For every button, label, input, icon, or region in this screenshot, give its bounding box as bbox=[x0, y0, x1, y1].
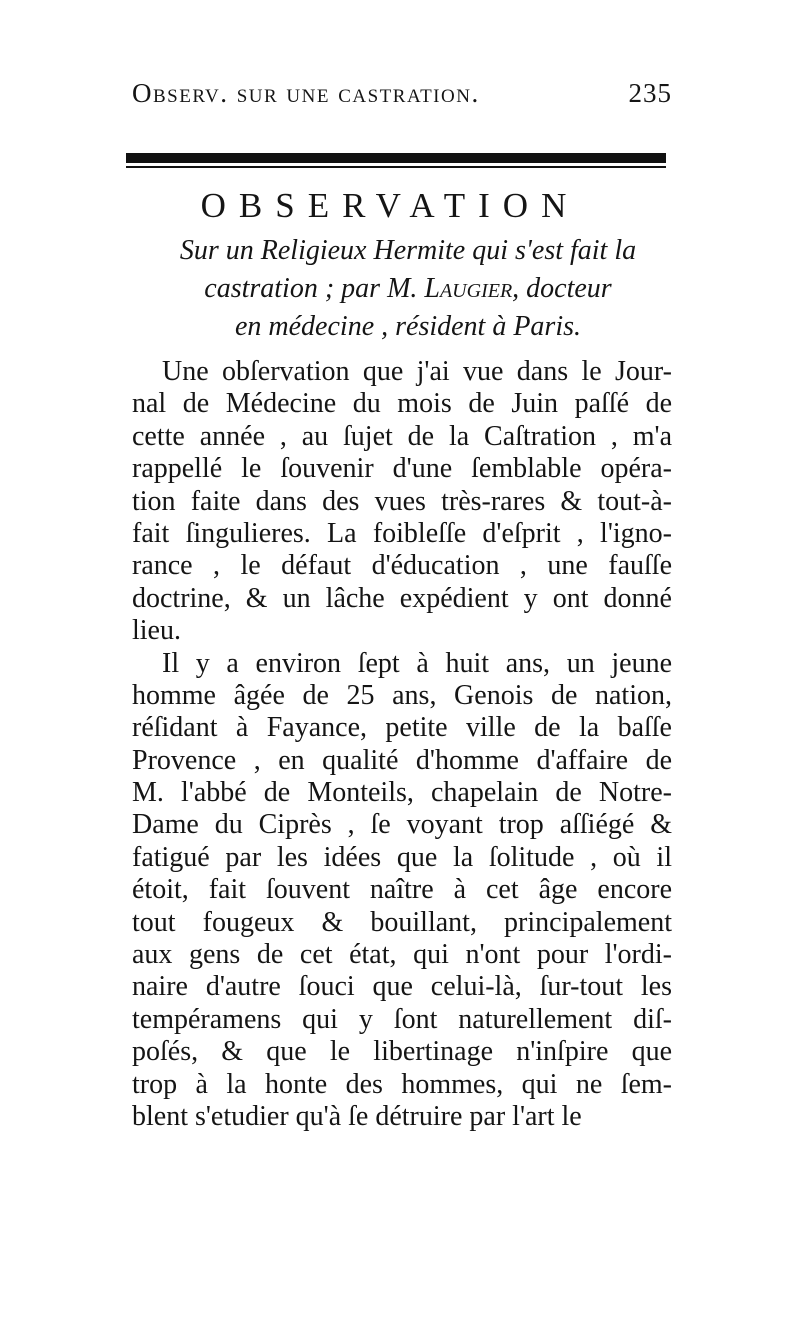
running-head bbox=[132, 78, 672, 109]
text-line: tout fougeux & bouillant, principalement bbox=[132, 906, 672, 938]
subtitle-line-2-text: castration ; par bbox=[204, 273, 381, 304]
text-line: Il y a environ ſept à huit ans, un jeune bbox=[162, 647, 672, 679]
text-line: Une obſervation que j'ai vue dans le Jour- bbox=[162, 356, 672, 387]
text-line: trop à la honte des hommes, qui ne ſem- bbox=[132, 1068, 672, 1100]
text-line: fait ſingulieres. La foibleſſe d'eſprit , l'igno- bbox=[132, 517, 672, 549]
text-line: réſidant à Fayance, petite ville de la baſſe bbox=[132, 712, 672, 744]
text-line: rappellé le ſouvenir d'une ſemblable opéra- bbox=[132, 453, 672, 485]
author-suffix: , docteur bbox=[512, 273, 612, 304]
body-text bbox=[132, 356, 672, 1133]
running-head-title: Observ. sur une castration. bbox=[132, 78, 480, 108]
author-name: Laugier bbox=[424, 273, 513, 304]
author-prefix: M. bbox=[387, 273, 418, 304]
text-line: poſés, & que le libertinage n'inſpire que bbox=[132, 1036, 672, 1068]
text-line: lieu. bbox=[132, 615, 181, 647]
text-line: rance , le défaut d'éducation , une fauſſe bbox=[132, 550, 672, 582]
text-line: étoit, fait ſouvent naître à cet âge encore bbox=[132, 874, 672, 906]
subtitle bbox=[140, 232, 676, 346]
text-line: blent s'etudier qu'à ſe détruire par l'art le bbox=[132, 1100, 582, 1132]
text-line: naire d'autre ſouci que celui-là, ſur-tout les bbox=[132, 971, 672, 1003]
subtitle-line-1: Sur un Religieux Hermite qui s'est fait la bbox=[179, 235, 637, 266]
subtitle-line-2 bbox=[140, 270, 676, 308]
observation-title: OBSERVATION bbox=[200, 186, 580, 225]
header-rule-thick bbox=[126, 153, 666, 163]
text-line: nal de Médecine du mois de Juin paſſé de bbox=[132, 388, 672, 420]
text-line: Provence , en qualité d'homme d'affaire de bbox=[132, 744, 672, 776]
paragraph-2 bbox=[132, 648, 672, 1134]
page-number: 235 bbox=[628, 78, 672, 108]
text-line: tion faite dans des vues très-rares & tout-à- bbox=[132, 485, 672, 517]
text-line: M. l'abbé de Monteils, chapelain de Notre- bbox=[132, 777, 672, 809]
text-line: cette année , au ſujet de la Caſtration , m'a bbox=[132, 420, 672, 452]
text-line: aux gens de cet état, qui n'ont pour l'ordi- bbox=[132, 939, 672, 971]
text-line: tempéramens qui y ſont naturellement diſ- bbox=[132, 1003, 672, 1035]
header-rule-thin bbox=[126, 166, 666, 168]
text-line: doctrine, & un lâche expédient y ont donné bbox=[132, 582, 672, 614]
text-line: fatigué par les idées que la ſolitude , où il bbox=[132, 841, 672, 873]
text-line: homme âgée de 25 ans, Genois de nation, bbox=[132, 679, 672, 711]
subtitle-line-3: en médecine , résident à Paris. bbox=[234, 311, 582, 342]
text-line: Dame du Ciprès , ſe voyant trop aſſiégé & bbox=[132, 809, 672, 841]
paragraph-1 bbox=[132, 356, 672, 648]
